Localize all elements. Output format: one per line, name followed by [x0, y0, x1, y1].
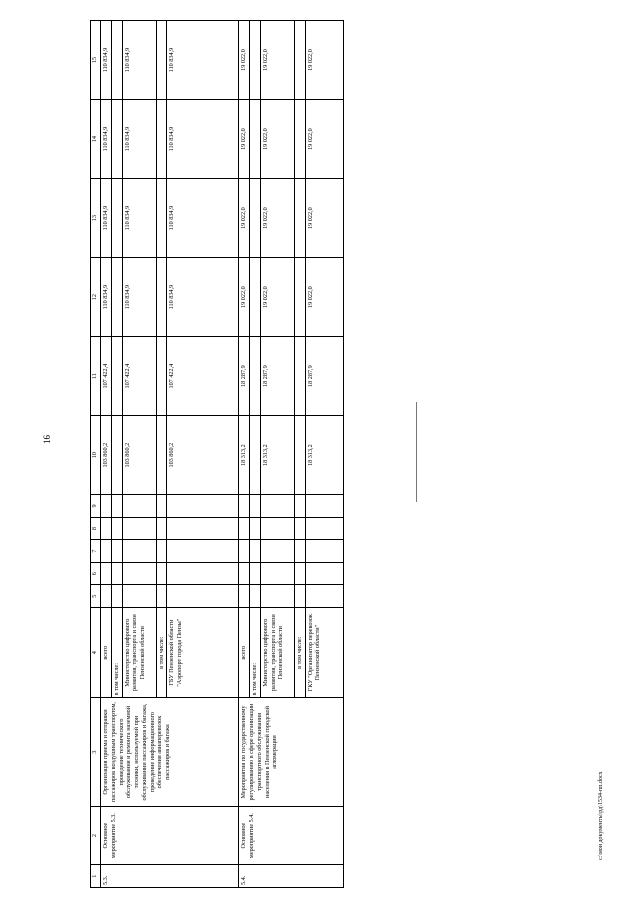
value-cell: 110 834,9	[101, 100, 112, 179]
value-cell: 19 022,0	[239, 179, 250, 258]
column-number: 12	[91, 258, 101, 337]
value-cell	[111, 585, 122, 608]
value-cell	[250, 540, 261, 563]
value-cell: 110 834,9	[101, 21, 112, 100]
measure-description: Мероприятия по государственному регулированию в сфере организации транспортного обслуживания населения в Пензенской городской агломерации	[239, 698, 343, 806]
value-cell	[111, 416, 122, 495]
value-cell	[250, 100, 261, 179]
value-cell	[167, 495, 239, 518]
value-cell	[294, 258, 305, 337]
value-cell: 19 022,0	[260, 179, 294, 258]
value-cell: 110 834,9	[122, 258, 156, 337]
measure-description: Организация приема и отправки пассажиров воздушным транспортом, проведение технического обслуживания и ремонта наземной техники, используемой при обслуживании пассажиров и багажа, проведение информационного обеспечения авиаперевозок пассажиров и багажа	[101, 698, 239, 806]
value-cell	[167, 540, 239, 563]
column-number: 2	[91, 806, 101, 865]
value-cell	[294, 416, 305, 495]
value-cell	[239, 495, 250, 518]
value-cell	[250, 416, 261, 495]
value-cell	[294, 337, 305, 416]
value-cell: 19 022,0	[239, 258, 250, 337]
value-cell	[111, 562, 122, 585]
value-cell	[260, 585, 294, 608]
value-cell	[260, 540, 294, 563]
column-number: 11	[91, 337, 101, 416]
column-number: 5	[91, 585, 101, 608]
value-cell	[305, 562, 343, 585]
table-row	[101, 21, 112, 888]
margin-rule	[416, 402, 417, 502]
performer-cell: Министерство цифрового развития, транспорта и связи Пензенской области	[122, 608, 156, 698]
value-cell: 110 834,9	[101, 258, 112, 337]
value-cell	[294, 21, 305, 100]
value-cell: 19 022,0	[260, 21, 294, 100]
value-cell	[111, 517, 122, 540]
value-cell	[294, 585, 305, 608]
value-cell	[111, 21, 122, 100]
row-id: 5.4.	[239, 865, 343, 888]
value-cell	[101, 517, 112, 540]
value-cell	[156, 562, 167, 585]
footer-file-path: c:\мои документы\рд\1534-пп.docx	[598, 771, 604, 860]
value-cell	[156, 21, 167, 100]
column-number: 8	[91, 517, 101, 540]
value-cell	[294, 179, 305, 258]
performer-cell: Министерство цифрового развития, транспорта и связи Пензенской области	[260, 608, 294, 698]
value-cell	[167, 585, 239, 608]
value-cell	[122, 517, 156, 540]
value-cell	[156, 258, 167, 337]
value-cell	[156, 540, 167, 563]
value-cell: 110 834,9	[122, 179, 156, 258]
value-cell	[250, 258, 261, 337]
value-cell	[101, 540, 112, 563]
value-cell: 19 022,0	[305, 21, 343, 100]
value-cell: 110 834,9	[122, 21, 156, 100]
value-cell: 110 834,9	[167, 179, 239, 258]
row-id: 5.3.	[101, 865, 239, 888]
value-cell	[239, 517, 250, 540]
column-number: 14	[91, 100, 101, 179]
value-cell: 107 422,4	[167, 337, 239, 416]
funding-table	[90, 20, 344, 888]
value-cell	[156, 100, 167, 179]
value-cell	[167, 562, 239, 585]
value-cell	[167, 517, 239, 540]
value-cell	[111, 258, 122, 337]
value-cell: 18 313,2	[260, 416, 294, 495]
value-cell: 19 022,0	[239, 100, 250, 179]
value-cell	[122, 562, 156, 585]
value-cell	[305, 540, 343, 563]
value-cell: 19 022,0	[305, 179, 343, 258]
value-cell	[122, 585, 156, 608]
value-cell	[111, 337, 122, 416]
value-cell	[250, 337, 261, 416]
value-cell: 18 287,9	[260, 337, 294, 416]
value-cell: 19 022,0	[239, 21, 250, 100]
value-cell	[250, 562, 261, 585]
value-cell: 18 313,2	[305, 416, 343, 495]
value-cell	[111, 540, 122, 563]
value-cell	[239, 562, 250, 585]
value-cell	[101, 495, 112, 518]
value-cell	[156, 585, 167, 608]
value-cell	[260, 562, 294, 585]
value-cell	[156, 495, 167, 518]
value-cell: 19 022,0	[260, 100, 294, 179]
measure-name: Основное мероприятие 5.3.	[101, 806, 239, 865]
value-cell	[111, 495, 122, 518]
page-number: 16	[42, 435, 52, 444]
value-cell: 110 834,9	[167, 21, 239, 100]
value-cell: 18 313,2	[239, 416, 250, 495]
column-number: 4	[91, 608, 101, 698]
value-cell: 107 422,4	[101, 337, 112, 416]
performer-cell: ГБУ Пензенской области "Аэропорт города Пензы"	[167, 608, 239, 698]
column-number: 10	[91, 416, 101, 495]
value-cell: 110 834,9	[101, 179, 112, 258]
value-cell	[260, 517, 294, 540]
value-cell	[250, 517, 261, 540]
value-cell	[305, 517, 343, 540]
value-cell: 19 022,0	[305, 258, 343, 337]
value-cell	[101, 562, 112, 585]
value-cell	[239, 540, 250, 563]
value-cell	[294, 495, 305, 518]
value-cell: 110 834,9	[167, 100, 239, 179]
value-cell	[122, 495, 156, 518]
value-cell: 110 834,9	[167, 258, 239, 337]
value-cell	[250, 21, 261, 100]
performer-cell: в том числе:	[250, 608, 261, 698]
value-cell	[250, 495, 261, 518]
rotated-table-container	[90, 20, 344, 888]
value-cell	[156, 179, 167, 258]
column-number: 6	[91, 562, 101, 585]
performer-cell: в том числе:	[156, 608, 167, 698]
value-cell: 18 287,9	[239, 337, 250, 416]
value-cell	[294, 100, 305, 179]
value-cell	[305, 495, 343, 518]
column-number: 7	[91, 540, 101, 563]
value-cell	[156, 337, 167, 416]
performer-cell: в том числе:	[111, 608, 122, 698]
value-cell	[111, 100, 122, 179]
column-number: 1	[91, 865, 101, 888]
column-number: 13	[91, 179, 101, 258]
value-cell: 19 022,0	[260, 258, 294, 337]
performer-cell: всего	[239, 608, 250, 698]
value-cell	[156, 517, 167, 540]
measure-name: Основное мероприятие 5.4.	[239, 806, 343, 865]
value-cell	[239, 585, 250, 608]
column-number: 3	[91, 698, 101, 806]
value-cell	[101, 585, 112, 608]
column-number-row	[91, 21, 101, 888]
value-cell: 103 860,2	[101, 416, 112, 495]
value-cell	[250, 179, 261, 258]
value-cell	[294, 562, 305, 585]
value-cell	[122, 540, 156, 563]
value-cell: 103 860,2	[122, 416, 156, 495]
table-body	[91, 21, 344, 888]
value-cell	[294, 517, 305, 540]
value-cell: 19 022,0	[305, 100, 343, 179]
value-cell	[250, 585, 261, 608]
value-cell: 18 287,9	[305, 337, 343, 416]
table-row	[239, 21, 250, 888]
performer-cell: ГКУ "Организатор перевозок Пензенской области"	[305, 608, 343, 698]
column-number: 15	[91, 21, 101, 100]
value-cell	[305, 585, 343, 608]
performer-cell: всего	[101, 608, 112, 698]
value-cell: 103 860,2	[167, 416, 239, 495]
value-cell	[260, 495, 294, 518]
value-cell: 110 834,9	[122, 100, 156, 179]
value-cell	[156, 416, 167, 495]
value-cell	[294, 540, 305, 563]
column-number: 9	[91, 495, 101, 518]
value-cell	[111, 179, 122, 258]
value-cell: 107 422,4	[122, 337, 156, 416]
performer-cell: в том числе:	[294, 608, 305, 698]
